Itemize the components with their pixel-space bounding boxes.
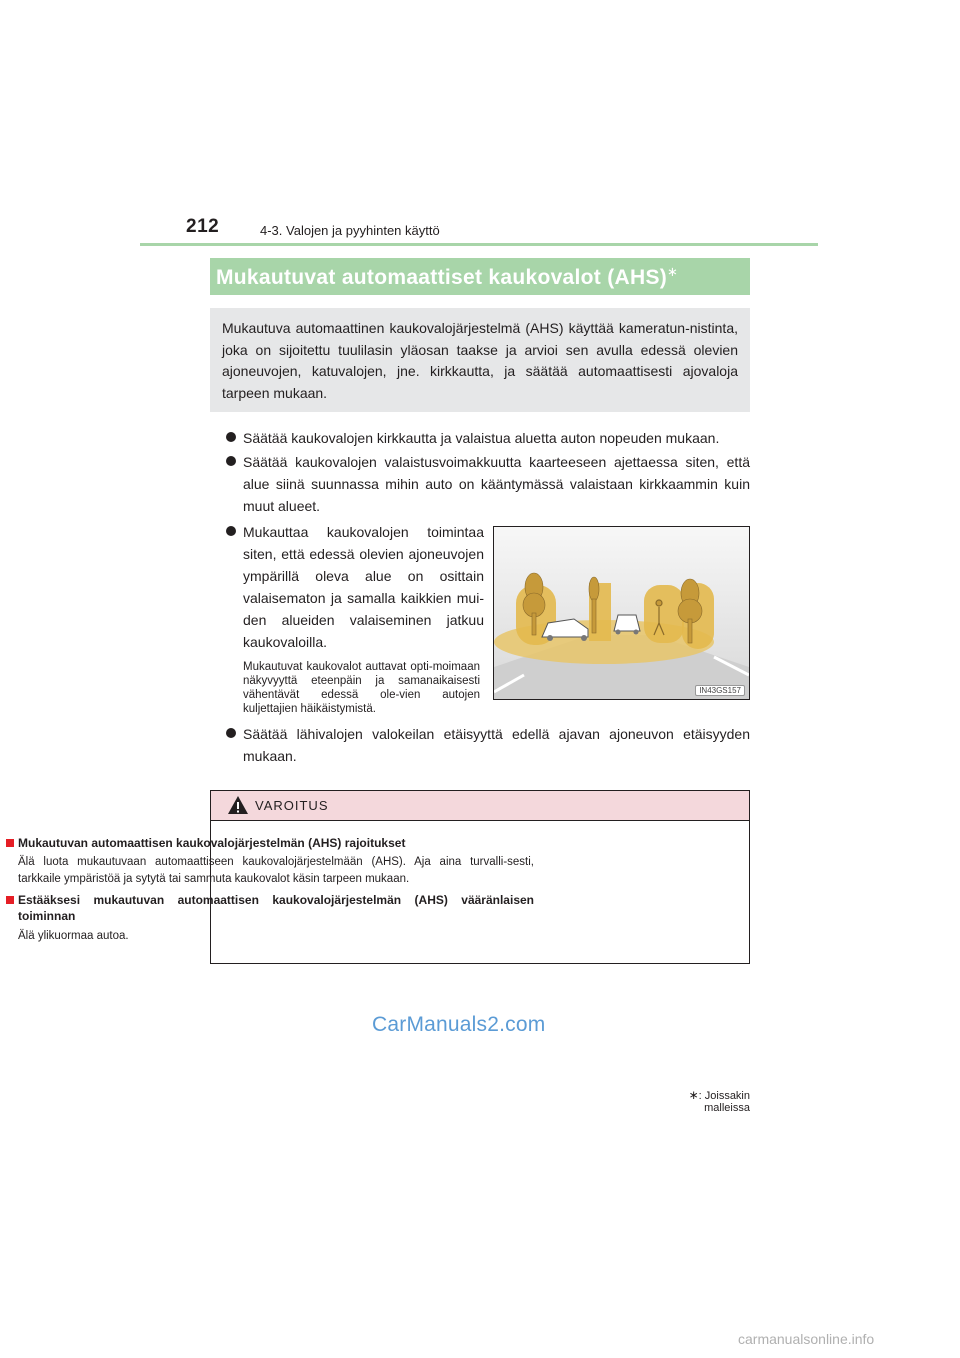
bullet-item bbox=[226, 723, 750, 767]
warning-item-body: Älä ylikuormaa autoa. bbox=[18, 930, 129, 942]
red-square-icon bbox=[6, 839, 14, 847]
footnote-text: : Joissakin malleissa bbox=[698, 1090, 750, 1114]
section-title-text: Mukautuvat automaattiset kaukovalot (AHS) bbox=[216, 266, 668, 289]
bullet-text: Säätää lähivalojen valokeilan etäisyyttä edellä ajavan ajoneuvon etäisyyden mukaan. bbox=[243, 726, 750, 764]
warning-item-heading: Estääksesi mukautuvan automaattisen kaukovalojärjestelmän (AHS) vääränlaisen toiminnan bbox=[18, 893, 534, 923]
warning-title: VAROITUS bbox=[255, 798, 329, 813]
bullet-text: Mukauttaa kaukovalojen toimintaa siten, että edessä olevien ajoneuvojen ympärillä oleva alue on osittain valaisematon ja samalla kaikkien mui-den alueiden valaiseminen jatkuu kaukovaloilla. bbox=[243, 524, 484, 650]
bottom-watermark: carmanualsonline.info bbox=[738, 1331, 875, 1347]
bullet-text: Säätää kaukovalojen kirkkautta ja valaistua aluetta auton nopeuden mukaan. bbox=[243, 430, 720, 446]
bullet-dot-icon bbox=[226, 432, 236, 442]
title-asterisk: ∗ bbox=[667, 264, 679, 279]
bullet-dot-icon bbox=[226, 728, 236, 738]
bullet-item bbox=[226, 521, 484, 653]
image-code-label: IN43GS157 bbox=[695, 685, 745, 696]
intro-text: Mukautuva automaattinen kaukovalojärjestelmä (AHS) käyttää kameratun-nistinta, joka on sijoitettu tuulilasin yläosan taakse ja arvioi sen avulla edessä olevien ajoneuvojen, katuvalojen, jne. kirkkautta, ja säätää automaattisesti ajovaloja tarpeen mukaan. bbox=[222, 320, 738, 401]
bullet-item bbox=[226, 451, 750, 517]
intro-box bbox=[210, 308, 750, 412]
warning-triangle-icon bbox=[227, 795, 249, 815]
warning-item-heading: Mukautuvan automaattisen kaukovalojärjestelmän (AHS) rajoitukset bbox=[18, 836, 406, 850]
footnote bbox=[640, 1088, 750, 1114]
warning-header bbox=[211, 791, 749, 821]
bullet-dot-icon bbox=[226, 456, 236, 466]
ahs-illustration bbox=[493, 526, 750, 700]
section-title bbox=[216, 264, 678, 290]
figure-caption: Mukautuvat kaukovalot auttavat opti-moimaan näkyvyyttä eteenpäin ja samanaikaisesti vähentävät edessä ole-vien autojen kuljettajien häikäistymistä. bbox=[243, 661, 480, 715]
warning-item-body: Älä luota mukautuvaan automaattiseen kaukovalojärjestelmään (AHS). Aja aina turvalli-sesti, tarkkaile ympäristöä ja sytytä tai sammuta kaukovalot käsin tarpeen mukaan. bbox=[18, 856, 534, 885]
footnote-asterisk: ∗ bbox=[688, 1088, 699, 1102]
headlight-scene-drawing bbox=[494, 527, 749, 699]
bullet-dot-icon bbox=[226, 526, 236, 536]
page-number: 212 bbox=[186, 216, 220, 237]
section-reference: 4-3. Valojen ja pyyhinten käyttö bbox=[260, 223, 440, 238]
header-divider bbox=[140, 243, 818, 246]
bullet-text: Säätää kaukovalojen valaistusvoimakkuutta kaarteeseen ajettaessa siten, että alue siinä suunnassa mihin auto on kääntymässä valaistaan kirkkaammin kuin muut alueet. bbox=[243, 454, 750, 514]
bullet-item bbox=[226, 427, 750, 449]
watermark-link[interactable]: CarManuals2.com bbox=[372, 1013, 546, 1036]
red-square-icon bbox=[6, 896, 14, 904]
